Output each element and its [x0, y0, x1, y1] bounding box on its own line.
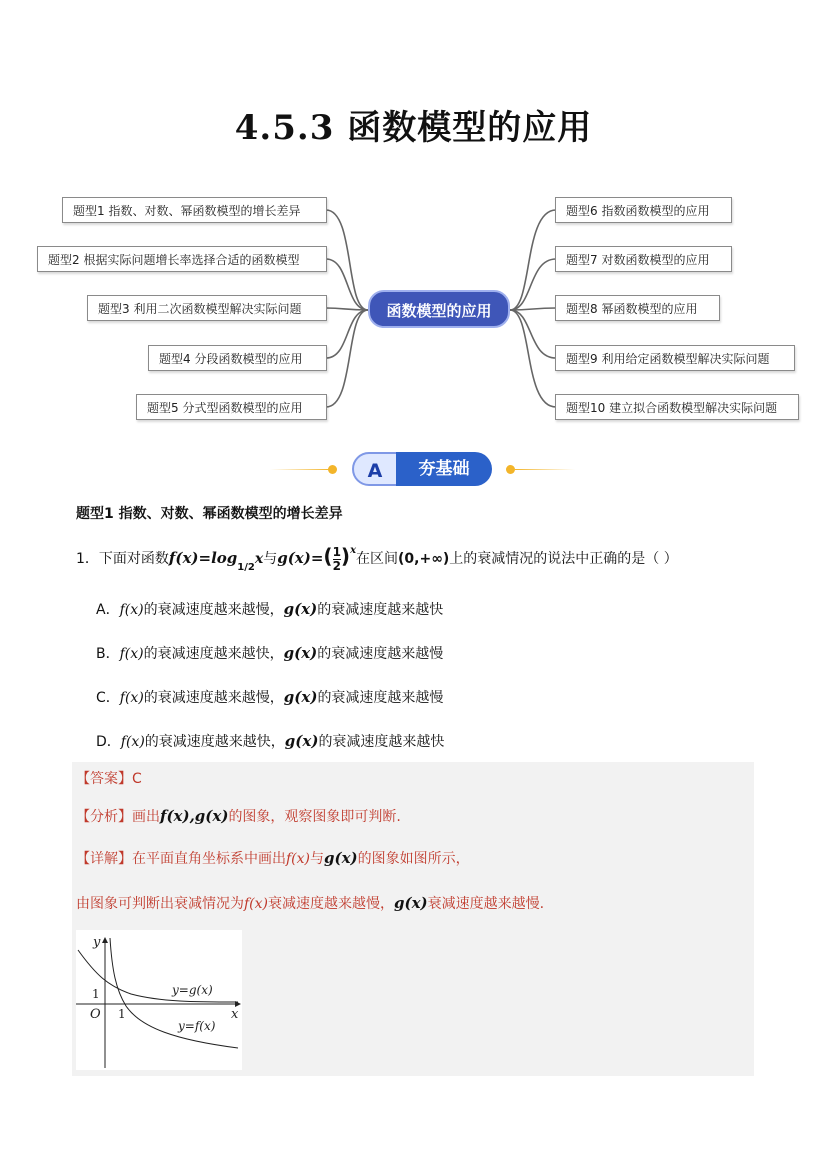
mindmap-node-6: 题型6 指数函数模型的应用 [555, 197, 732, 223]
g-curve [78, 950, 238, 1002]
question-and: 与 [263, 551, 278, 567]
option-g: g(x) [283, 688, 318, 706]
graph-f-label: y=f(x) [178, 1019, 216, 1033]
mindmap-node-1: 题型1 指数、对数、幂函数模型的增长差异 [62, 197, 327, 223]
section-banner [352, 452, 492, 486]
question-interval-pre: 在区间 [356, 551, 399, 567]
detail-line [76, 848, 470, 868]
answer-line [76, 768, 142, 788]
option-b[interactable] [96, 643, 443, 663]
mindmap-node-9: 题型9 利用给定函数模型解决实际问题 [555, 345, 795, 371]
conclusion-f: f(x) [244, 896, 269, 912]
option-text-1: 的衰减速度越来越慢， [143, 602, 284, 618]
mindmap-node-4: 题型4 分段函数模型的应用 [148, 345, 327, 371]
banner-dot-left [328, 465, 337, 474]
graph-y-label: y [93, 935, 101, 950]
answer-label: 【答案】 [76, 771, 132, 787]
conclusion-g: g(x) [394, 894, 428, 912]
analysis-line [76, 806, 401, 826]
option-letter: B． [96, 646, 120, 662]
graph-svg [76, 930, 242, 1070]
question-frac-den: 2 [332, 558, 341, 573]
banner-line-right [515, 469, 575, 470]
page-title: 4.5.3 函数模型的应用 [234, 108, 593, 148]
question-g-exp: x [350, 545, 357, 556]
banner-letter: A [352, 452, 398, 486]
detail-label: 【详解】 [76, 851, 132, 867]
graph-one-y: 1 [92, 987, 100, 1001]
banner-line-left [270, 469, 330, 470]
mindmap-node-10: 题型10 建立拟合函数模型解决实际问题 [555, 394, 799, 420]
option-letter: A． [96, 602, 120, 618]
detail-g: g(x) [324, 849, 358, 867]
mindmap-node-3: 题型3 利用二次函数模型解决实际问题 [87, 295, 327, 321]
analysis-math: f(x),g(x) [160, 807, 229, 825]
question-interval: (0,+∞) [398, 551, 450, 567]
graph-x-label: x [231, 1007, 239, 1022]
detail-text-mid: 与 [310, 851, 325, 867]
question-stem: 1．下面对函数$f(x)=\log_{1/2}x$与g(x)=( $\frac{1}{2}$ )$^x$在区间(0,+∞)上的衰减情况的说法中正确的是（ ） [76, 544, 678, 573]
question-g-expr: g(x)= [277, 549, 324, 567]
question-log-base: 1/2 [237, 562, 255, 573]
detail-text-pre: 在平面直角坐标系中画出 [132, 851, 286, 867]
banner-dot-right [506, 465, 515, 474]
option-text-2: 的衰减速度越来越慢 [317, 690, 444, 706]
detail-text-post: 的图象如图所示， [357, 851, 470, 867]
conclusion-text-pre: 由图象可判断出衰减情况为 [76, 896, 244, 912]
question-frac-num: 1 [332, 544, 341, 559]
mindmap-center: 函数模型的应用 [368, 290, 510, 328]
analysis-label: 【分析】 [76, 809, 132, 825]
option-f: f(x) [120, 734, 145, 750]
option-a[interactable] [96, 599, 443, 619]
option-d[interactable] [96, 731, 444, 751]
mindmap-node-7: 题型7 对数函数模型的应用 [555, 246, 732, 272]
option-text-1: 的衰减速度越来越快， [143, 646, 284, 662]
option-text-1: 的衰减速度越来越慢， [143, 690, 284, 706]
question-suffix: 上的衰减情况的说法中正确的是（ ） [449, 551, 678, 567]
section-title: 题型1 指数、对数、幂函数模型的增长差异 [76, 506, 343, 522]
detail-f: f(x) [286, 851, 311, 867]
answer-value: C [132, 771, 142, 787]
option-text-2: 的衰减速度越来越快 [318, 734, 445, 750]
conclusion-text-mid: 衰减速度越来越慢， [268, 896, 395, 912]
question-prefix: 1．下面对函数 [76, 551, 169, 567]
option-f: f(x) [119, 602, 144, 618]
option-g: g(x) [284, 732, 319, 750]
question-f-expr: f(x)=log [168, 549, 238, 567]
conclusion-text-post: 衰减速度越来越慢. [427, 896, 545, 912]
option-text-2: 的衰减速度越来越快 [317, 602, 444, 618]
graph-origin: O [90, 1007, 101, 1022]
option-letter: C． [96, 690, 120, 706]
function-graph [76, 930, 242, 1070]
option-letter: D． [96, 734, 121, 750]
option-c[interactable] [96, 687, 443, 707]
graph-one-x: 1 [118, 1007, 126, 1021]
option-f: f(x) [119, 690, 144, 706]
option-f: f(x) [119, 646, 144, 662]
conclusion-line [76, 893, 544, 913]
option-text-2: 的衰减速度越来越慢 [317, 646, 444, 662]
banner-text: 夯基础 [396, 452, 492, 486]
mindmap-node-2: 题型2 根据实际问题增长率选择合适的函数模型 [37, 246, 327, 272]
option-g: g(x) [283, 644, 318, 662]
option-text-1: 的衰减速度越来越快， [144, 734, 285, 750]
analysis-text-pre: 画出 [132, 809, 160, 825]
analysis-text-post: 的图象，观察图象即可判断. [228, 809, 401, 825]
question-f-var: x [254, 551, 264, 567]
option-g: g(x) [283, 600, 318, 618]
mindmap-node-8: 题型8 幂函数模型的应用 [555, 295, 720, 321]
graph-g-label: y=g(x) [172, 983, 213, 997]
mindmap-node-5: 题型5 分式型函数模型的应用 [136, 394, 327, 420]
